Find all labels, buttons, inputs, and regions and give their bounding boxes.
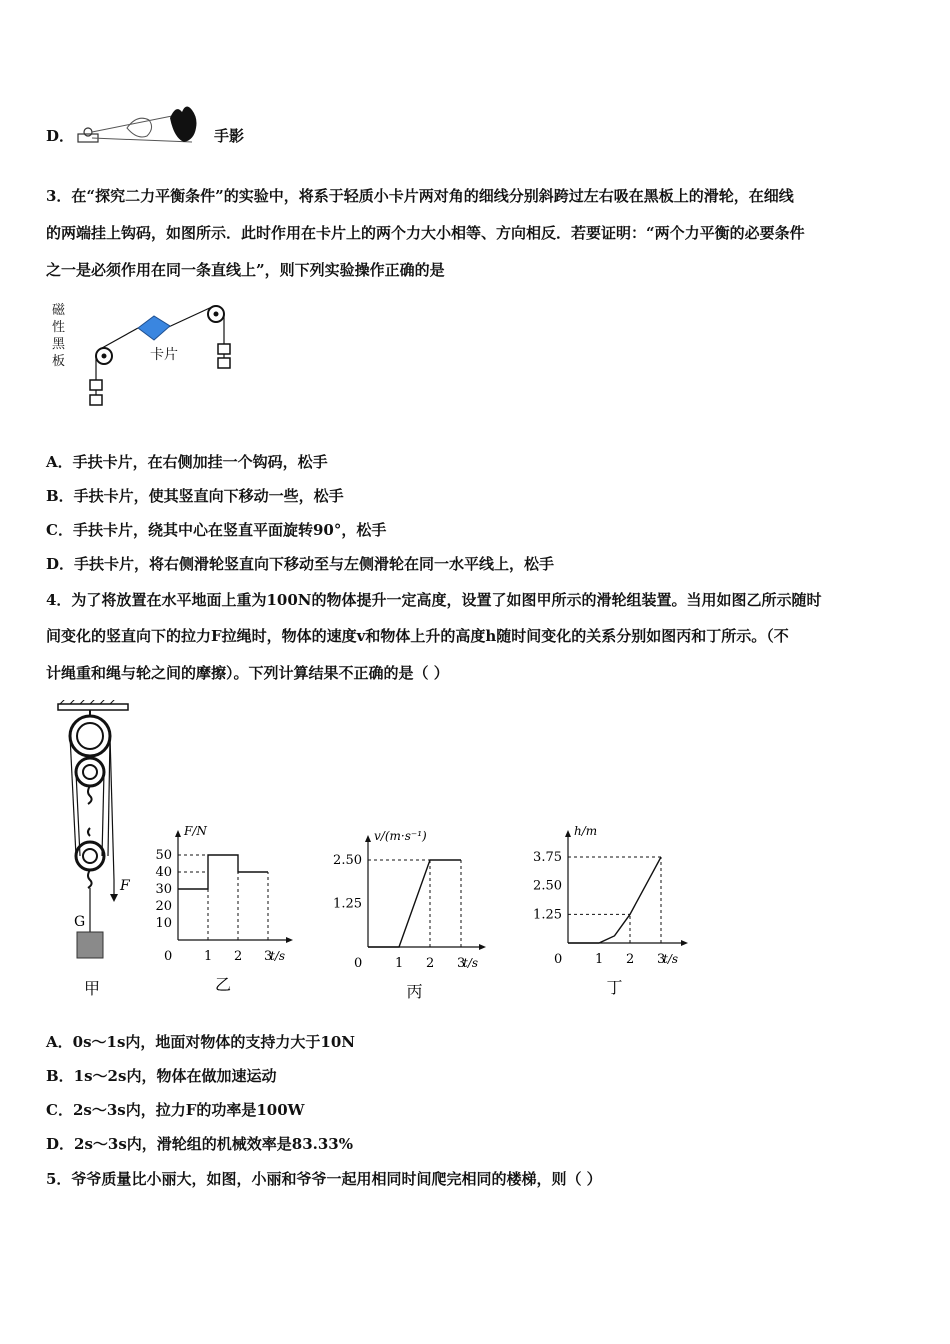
y-tick-label: 10: [155, 916, 172, 931]
x-tick-label: 1: [204, 949, 213, 964]
x-tick-label: 1: [595, 952, 604, 967]
data-series-line: [568, 857, 661, 943]
figure-caption: 乙: [215, 975, 232, 994]
x-axis-arrow: [681, 940, 688, 946]
x-tick-label: 2: [234, 949, 243, 964]
q2-option-d-label: D．: [46, 127, 75, 145]
card-label: 卡片: [150, 347, 178, 363]
chart-velocity-vs-time: [320, 815, 500, 1000]
chart-height-vs-time: [520, 815, 705, 1000]
q4-option-c: C．2s～3s内，拉力F的功率是100W: [46, 1101, 305, 1119]
figure-caption: 丁: [606, 978, 623, 997]
x-tick-label: 3: [264, 949, 273, 964]
y-tick-label: 30: [155, 882, 172, 897]
x-axis-label: t/s: [270, 949, 286, 963]
card-shape: [138, 316, 170, 340]
y-tick-label: 20: [155, 899, 172, 914]
y-tick-label: 1.25: [333, 896, 362, 912]
y-tick-label: 2.50: [533, 878, 562, 894]
y-axis-arrow: [565, 830, 571, 837]
y-axis-label: F/N: [184, 824, 207, 838]
y-tick-label: 3.75: [533, 850, 562, 865]
x-tick-label: 0: [354, 956, 363, 971]
x-tick-label: 3: [457, 956, 466, 971]
x-tick-label: 1: [395, 956, 404, 971]
y-tick-label: 2.50: [333, 853, 362, 868]
y-tick-label: 1.25: [533, 907, 562, 923]
fixed-pulley-small: [76, 758, 104, 786]
figure-caption: 丙: [406, 982, 423, 1000]
x-tick-label: 2: [426, 956, 435, 971]
board-label: 磁 性 黑 板: [52, 303, 66, 369]
q4-option-d: D．2s～3s内，滑轮组的机械效率是83.33%: [46, 1135, 353, 1153]
q4-line-3: 计绳重和绳与轮之间的摩擦）。下列计算结果不正确的是（ ）: [46, 664, 449, 682]
x-axis-label: t/s: [463, 956, 479, 970]
y-axis-label: h/m: [574, 824, 598, 838]
two-force-balance-figure: [50, 300, 250, 420]
q3-line-1: 3．在“探究二力平衡条件”的实验中，将系于轻质小卡片两对角的细线分别斜跨过左右吸在黑板上的滑轮，在细线: [46, 187, 794, 205]
q3-option-d: D．手扶卡片，将右侧滑轮竖直向下移动至与左侧滑轮在同一水平线上，松手: [46, 555, 555, 573]
q3-option-c: C．手扶卡片，绕其中心在竖直平面旋转90°，松手: [46, 521, 387, 539]
right-hook-weights: [218, 344, 230, 368]
y-axis-arrow: [175, 830, 181, 837]
x-tick-label: 3: [657, 952, 666, 967]
q2-option-d-text: 手影: [214, 127, 245, 145]
q3-line-3: 之一是必须作用在同一条直线上”，则下列实验操作正确的是: [46, 261, 445, 279]
weight-block: [77, 932, 103, 958]
weight-label: G: [74, 914, 86, 930]
q2-option-d: [46, 126, 74, 146]
x-axis-arrow: [479, 944, 486, 950]
pulley-block-figure: [50, 700, 150, 1000]
y-tick-label: 40: [155, 865, 172, 880]
hand-shadow-figure: [72, 104, 212, 150]
x-tick-label: 2: [626, 952, 635, 967]
q3-option-a: A．手扶卡片，在右侧加挂一个钩码，松手: [46, 453, 328, 471]
q4-line-1: 4．为了将放置在水平地面上重为100N的物体提升一定高度，设置了如图甲所示的滑轮组装置。当用如图乙所示随时: [46, 591, 822, 609]
chart-force-vs-time: [150, 820, 310, 1000]
q4-line-2: 间变化的竖直向下的拉力F拉绳时，物体的速度v和物体上升的高度h随时间变化的关系分别如图丙和丁所示。（不: [46, 627, 789, 645]
left-hook-weights: [90, 380, 102, 405]
q4-option-a: A．0s～1s内，地面对物体的支持力大于10N: [46, 1033, 355, 1051]
q3-line-2: 的两端挂上钩码，如图所示．此时作用在卡片上的两个力大小相等、方向相反．若要证明：“两个力平衡的必要条件: [46, 224, 805, 242]
y-axis-arrow: [365, 835, 371, 842]
q3-option-b: B．手扶卡片，使其竖直向下移动一些，松手: [46, 487, 344, 505]
force-label: F: [120, 878, 130, 894]
y-tick-label: 50: [155, 848, 172, 863]
x-tick-label: 0: [164, 949, 173, 964]
movable-pulley: [76, 842, 104, 870]
x-tick-label: 0: [554, 952, 563, 967]
shadow-shape: [170, 106, 197, 142]
q5-line-1: 5．爷爷质量比小丽大，如图，小丽和爷爷一起用相同时间爬完相同的楼梯，则（ ）: [46, 1170, 602, 1188]
x-axis-label: t/s: [663, 952, 679, 966]
data-series-line: [368, 860, 461, 947]
figure-jia-label: 甲: [84, 979, 101, 998]
y-axis-label: v/(m·s⁻¹): [374, 829, 427, 843]
q4-option-b: B．1s～2s内，物体在做加速运动: [46, 1067, 277, 1085]
lamp-icon: [78, 128, 98, 142]
x-axis-arrow: [286, 937, 293, 943]
